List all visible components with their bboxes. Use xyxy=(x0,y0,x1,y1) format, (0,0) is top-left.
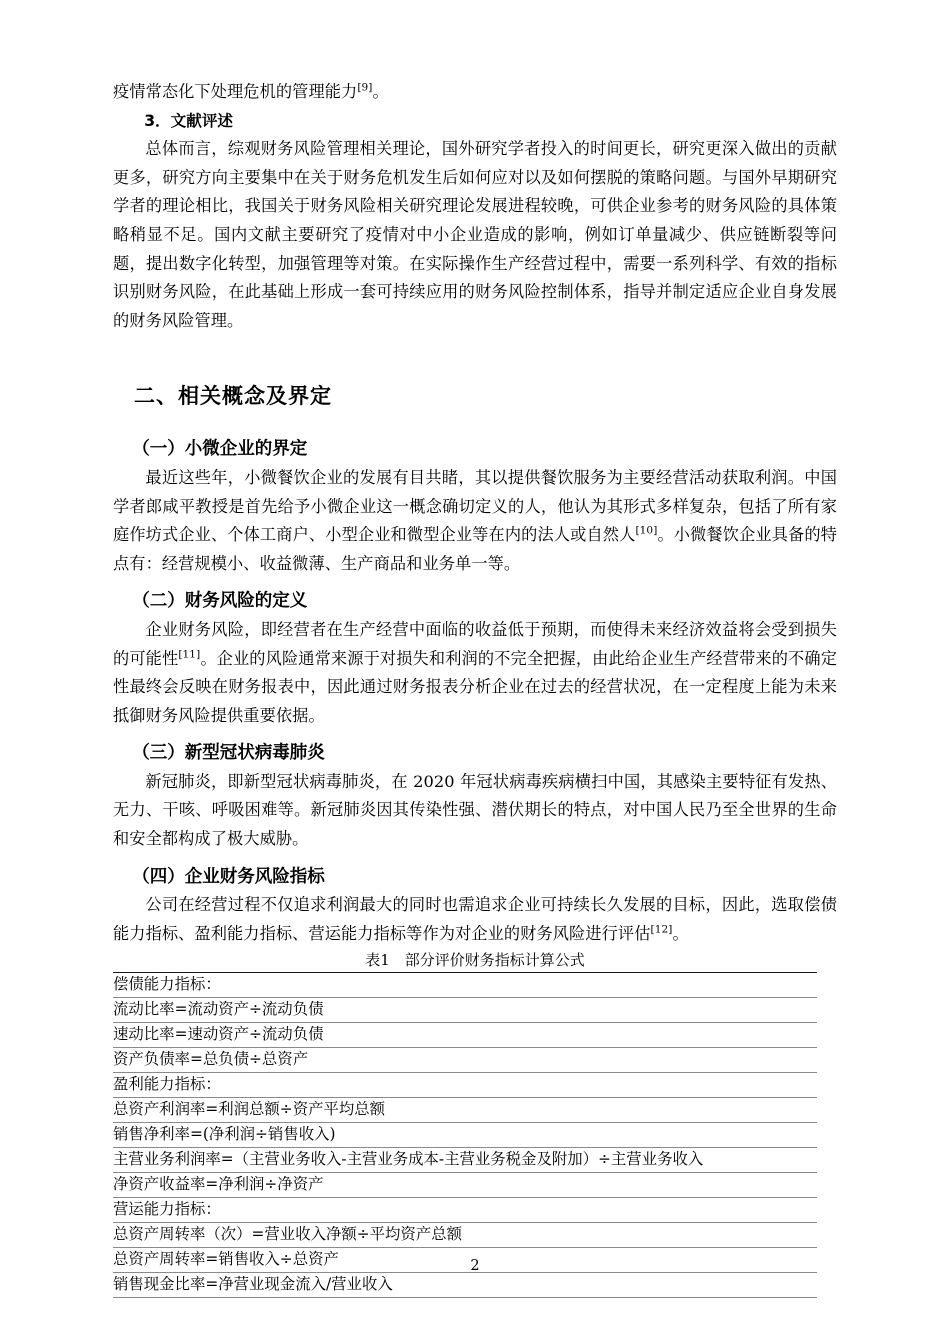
citation-ref-10: [10] xyxy=(635,524,658,537)
table-cell-formula: 总资产利润率=利润总额÷资产平均总额 xyxy=(113,1098,817,1123)
table-cell-formula: 速动比率=速动资产÷流动负债 xyxy=(113,1023,817,1048)
citation-ref-12: [12] xyxy=(650,923,673,936)
heading-literature-review: 3．文献评述 xyxy=(144,111,234,130)
table-cell-formula: 总资产周转率（次）=营业收入净额÷平均资产总额 xyxy=(113,1223,817,1248)
table-cell-category: 盈利能力指标： xyxy=(113,1073,817,1098)
table-body xyxy=(113,973,817,1298)
citation-ref-11: [11] xyxy=(178,648,201,661)
paragraph-financial-risk-definition xyxy=(113,616,837,730)
para-part-2: 。小微餐饮企业具备的特点有：经营规模小、收益微薄、生产商品和业务单一等。 xyxy=(113,525,837,573)
table-row xyxy=(113,1223,817,1248)
table-financial-indicator-formulas xyxy=(113,972,817,1298)
subheading-covid19: （三）新型冠状病毒肺炎 xyxy=(132,743,325,764)
spacer xyxy=(113,411,837,435)
subheading-financial-risk-definition: （二）财务风险的定义 xyxy=(132,591,308,612)
table-row xyxy=(113,1123,817,1148)
continuation-text: 疫情常态化下处理危机的管理能力 xyxy=(113,82,358,101)
subheading-small-micro-enterprise: （一）小微企业的界定 xyxy=(132,439,308,460)
spacer xyxy=(113,578,837,587)
table-row xyxy=(113,1023,817,1048)
table-cell-formula: 流动比率=流动资产÷流动负债 xyxy=(113,998,817,1023)
table-row xyxy=(113,1173,817,1198)
table-cell-formula: 销售现金比率=净营业现金流入/营业收入 xyxy=(113,1273,817,1298)
subheading-financial-risk-indicators: （四）企业财务风险指标 xyxy=(132,866,325,887)
table-row xyxy=(113,1148,817,1173)
table-cell-category: 偿债能力指标： xyxy=(113,973,817,998)
table-cell-formula: 销售净利率=(净利润÷销售收入) xyxy=(113,1123,817,1148)
table-cell-formula: 总资产周转率=销售收入÷总资产 xyxy=(113,1248,817,1273)
continuation-text-end: 。 xyxy=(372,82,389,101)
table-cell-formula: 主营业务利润率=（主营业务收入-主营业务成本-主营业务税金及附加）÷主营业务收入 xyxy=(113,1148,817,1173)
paragraph-literature-review: 总体而言，综观财务风险管理相关理论，国外研究学者投入的时间更长，研究更深入做出的贡献更多，研究方向主要集中在关于财务危机发生后如何应对以及如何摆脱的策略问题。与国外早期研究学者的理论相比，我国关于财务风险相关研究理论发展进程较晚，可供企业参考的财务风险的具体策略稍显不足。国内文献主要研究了疫情对中小企业造成的影响，例如订单量减少、供应链断裂等问题，提出数字化转型，加强管理等对策。在实际操作生产经营过程中，需要一系列科学、有效的指标识别财务风险，在此基础上形成一套可持续应用的财务风险控制体系，指导并制定适应企业自身发展的财务风险管理。 xyxy=(113,139,837,330)
continuation-paragraph xyxy=(113,78,837,107)
table-row xyxy=(113,1048,817,1073)
paragraph-covid19: 新冠肺炎，即新型冠状病毒肺炎，在 2020 年冠状病毒疾病横扫中国，其感染主要特征有发热、无力、干咳、呼吸困难等。新冠肺炎因其传染性强、潜伏期长的特点，对中国人民乃至全世界的生命和安全都构成了极大威胁。 xyxy=(113,771,837,849)
paragraph-financial-risk-indicators xyxy=(113,891,837,948)
table-caption: 表1 部分评价财务指标计算公式 xyxy=(365,951,585,970)
table-row xyxy=(113,998,817,1023)
table-cell-category: 营运能力指标： xyxy=(113,1198,817,1223)
para-part-2: 。企业的风险通常来源于对损失和利润的不完全把握，由此给企业生产经营带来的不确定性最终会反映在财务报表中，因此通过财务报表分析企业在过去的经营状况，在一定程度上能为未来抵御财务风险提供重要依据。 xyxy=(113,648,837,725)
para-part-1: 企业财务风险，即经营者在生产经营中面临的收益低于预期，而使得未来经济效益将会受到损失的可能性 xyxy=(113,619,837,668)
spacer xyxy=(113,335,837,381)
page-number: 2 xyxy=(470,1258,480,1274)
spacer xyxy=(113,730,837,739)
table-row xyxy=(113,973,817,998)
table-row xyxy=(113,1198,817,1223)
table-row xyxy=(113,1273,817,1298)
paragraph-small-micro-enterprise xyxy=(113,464,837,578)
table-cell-formula: 资产负债率=总负债÷总资产 xyxy=(113,1048,817,1073)
para-part-2: 。 xyxy=(672,923,689,943)
para-part-1: 公司在经营过程不仅追求利润最大的同时也需追求企业可持续长久发展的目标，因此，选取偿债能力指标、盈利能力指标、营运能力指标等作为对企业的财务风险进行评估 xyxy=(113,895,837,943)
chapter-heading-concepts: 二、相关概念及界定 xyxy=(134,384,332,409)
spacer xyxy=(113,854,837,863)
table-row xyxy=(113,1073,817,1098)
table-row xyxy=(113,1098,817,1123)
table-cell-formula: 净资产收益率=净利润÷净资产 xyxy=(113,1173,817,1198)
para-part-1: 最近这些年，小微餐饮企业的发展有目共睹，其以提供餐饮服务为主要经营活动获取利润。中国学者郎咸平教授是首先给予小微企业这一概念确切定义的人，他认为其形式多样复杂，包括了所有家庭作坊式企业、个体工商户、小型企业和微型企业等在内的法人或自然人 xyxy=(113,467,837,545)
citation-ref-9: [9] xyxy=(357,81,373,94)
page-content xyxy=(113,78,837,1298)
